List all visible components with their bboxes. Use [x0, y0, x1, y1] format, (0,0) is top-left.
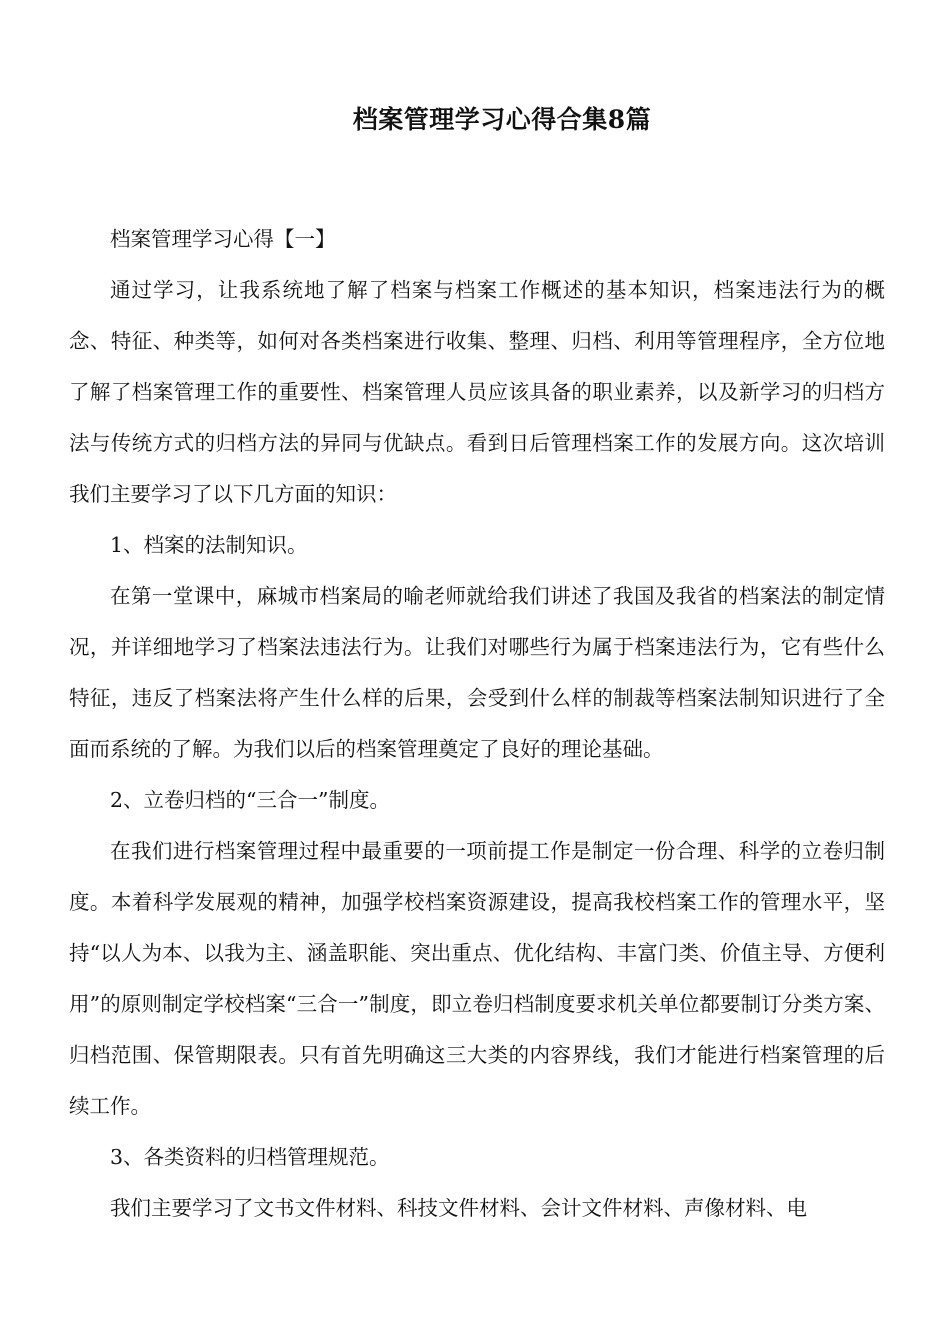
body-paragraph: 我们主要学习了文书文件材料、科技文件材料、会计文件材料、声像材料、电 — [110, 1196, 807, 1220]
subsection-heading-1: 1、档案的法制知识。 — [110, 533, 308, 557]
document-title: 档案管理学习心得合集8篇 — [352, 105, 652, 134]
subsection-heading-3: 3、各类资料的归档管理规范。 — [110, 1145, 390, 1169]
body-paragraph: 通过学习，让我系统地了解了档案与档案工作概述的基本知识，档案违法行为的概念、特征、种类等，如何对各类档案进行收集、整理、归档、利用等管理程序，全方位地了解了档案管理工作的重要性、档案管理人员应该具备的职业素养，以及新学习的归档方法与传统方式的归档方法的异同与优缺点。看到日后管理档案工作的发展方向。这次培训我们主要学习了以下几方面的知识： — [69, 278, 885, 506]
section-heading-1: 档案管理学习心得【一】 — [110, 227, 336, 251]
subsection-heading-2: 2、立卷归档的“三合一”制度。 — [110, 788, 391, 812]
document-body — [69, 214, 885, 1234]
body-paragraph: 在我们进行档案管理过程中最重要的一项前提工作是制定一份合理、科学的立卷归制度。本着科学发展观的精神，加强学校档案资源建设，提高我校档案工作的管理水平，坚持“以人为本、以我为主、涵盖职能、突出重点、优化结构、丰富门类、价值主导、方便利用”的原则制定学校档案“三合一”制度，即立卷归档制度要求机关单位都要制订分类方案、归档范围、保管期限表。只有首先明确这三大类的内容界线，我们才能进行档案管理的后续工作。 — [69, 839, 885, 1118]
body-paragraph: 在第一堂课中，麻城市档案局的喻老师就给我们讲述了我国及我省的档案法的制定情况，并详细地学习了档案法违法行为。让我们对哪些行为属于档案违法行为，它有些什么特征，违反了档案法将产生什么样的后果，会受到什么样的制裁等档案法制知识进行了全面而系统的了解。为我们以后的档案管理奠定了良好的理论基础。 — [69, 584, 885, 761]
